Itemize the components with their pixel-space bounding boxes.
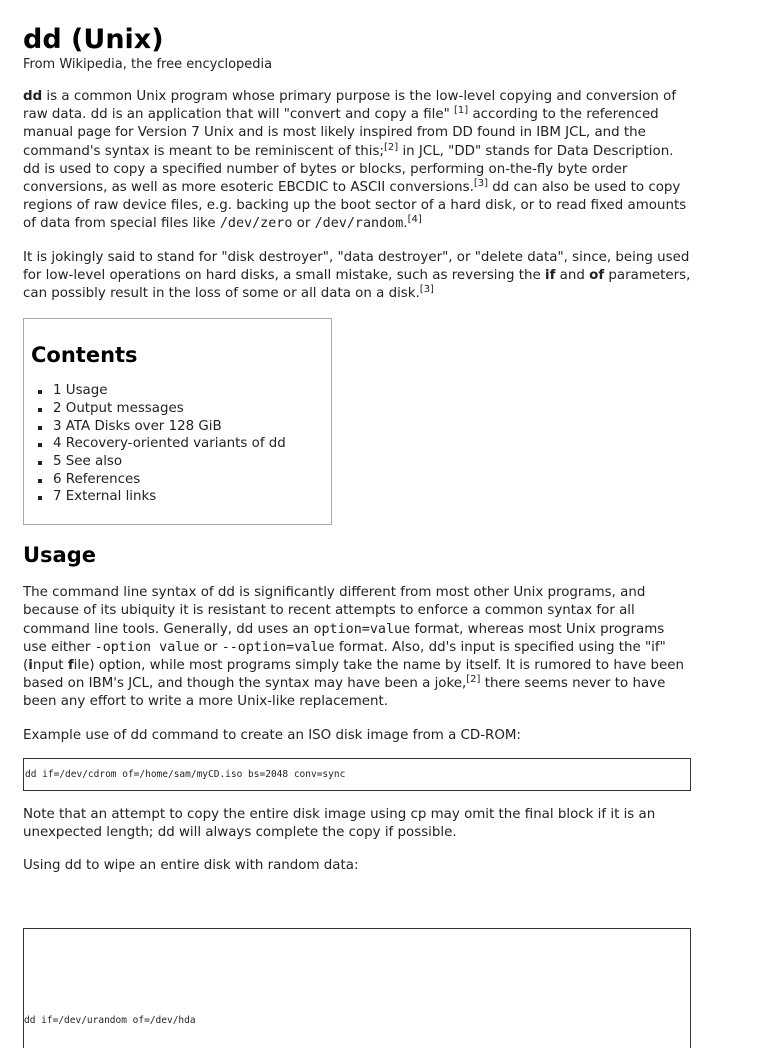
toc-item-ata-disks[interactable]: 3 ATA Disks over 128 GiB	[53, 418, 331, 436]
term-of: of	[589, 267, 605, 283]
reference-link[interactable]: [2]	[384, 141, 399, 153]
intro-paragraph-1: dd is a common Unix program whose primary purpose is the low-level copying and conversion of raw data. dd is an application that will "convert and copy a file" [1] according to the referenced manual page for Version 7 Unix and is most likely inspired from DD found in IBM JCL, and the command's syntax is meant to be reminiscent of this;[2] in JCL, "DD" stands for Data Description. dd is used to copy a specified number of bytes or blocks, performing on-the-fly byte order conversions, as well as more esoteric EBCDIC to ASCII conversions.[3] dd can also be used to copy regions of raw device files, e.g. backing up the boot sector of a hard disk, or to read fixed amounts of data from special files like /dev/zero or /dev/random.[4]	[23, 89, 687, 232]
toc-item-output-messages[interactable]: 2 Output messages	[53, 400, 331, 418]
toc-item-usage[interactable]: 1 Usage	[53, 382, 331, 400]
toc-title: Contents	[31, 343, 138, 368]
reference-link[interactable]: [3]	[473, 178, 489, 190]
reference-link[interactable]: [2]	[466, 674, 481, 686]
inline-code: option=value	[313, 621, 411, 637]
term-dd: dd	[23, 89, 43, 104]
code-line: dd if=/dev/urandom of=/dev/hda	[24, 1015, 196, 1026]
toc-item-external-links[interactable]: 7 External links	[53, 488, 331, 506]
article	[23, 0, 691, 875]
intro-paragraph-2: It is jokingly said to stand for "disk destroyer", "data destroyer", or "delete data", since, being used for low-level operations on hard disks, a small mistake, such as reversing the if and of parameters, can possibly result in the loss of some or all data on a disk.[3]	[23, 249, 691, 302]
usage-paragraph-4: Using dd to wipe an entire disk with random data:	[23, 858, 359, 874]
code-block-iso: dd if=/dev/cdrom of=/home/sam/myCD.iso bs=2048 conv=sync	[23, 758, 691, 791]
usage-paragraph-2: Example use of dd command to create an ISO disk image from a CD-ROM:	[23, 727, 521, 743]
inline-code: /dev/zero	[219, 216, 293, 232]
usage-paragraph-3: Note that an attempt to copy the entire disk image using cp may omit the final block if it is an unexpected length; dd will always complete the copy if possible.	[23, 806, 656, 841]
toc-item-recovery-variants[interactable]: 4 Recovery-oriented variants of dd	[53, 435, 331, 453]
usage-paragraph-1: The command line syntax of dd is significantly different from most other Unix programs, and because of its ubiquity it is resistant to recent attempts to enforce a common syntax for all command line tools. Generally, dd uses an option=value format, whereas most Unix programs use either -option value or --option=value format. Also, dd's input is specified using the "if" (input file) option, while most programs simply take the name by itself. It is rumored to have been based on IBM's JCL, and though the syntax may have been a joke,[2] there seems never to have been any effort to write a more Unix-like replacement.	[23, 585, 684, 710]
section-heading-usage: Usage	[23, 543, 96, 568]
page-title: dd (Unix)	[23, 24, 164, 55]
reference-link[interactable]: [4]	[407, 214, 422, 226]
toc-item-references[interactable]: 6 References	[53, 471, 331, 489]
toc-list	[31, 382, 331, 506]
reference-link[interactable]: [3]	[419, 284, 434, 296]
inline-code: -option value	[94, 639, 200, 655]
inline-code: /dev/random	[314, 216, 404, 232]
tagline: From Wikipedia, the free encyclopedia	[23, 57, 273, 72]
reference-link[interactable]: [1]	[454, 105, 469, 117]
inline-code: --option=value	[221, 639, 335, 655]
code-block-wipe	[23, 928, 691, 1048]
toc-item-see-also[interactable]: 5 See also	[53, 453, 331, 471]
table-of-contents	[23, 318, 332, 525]
term-if: if	[545, 267, 556, 283]
